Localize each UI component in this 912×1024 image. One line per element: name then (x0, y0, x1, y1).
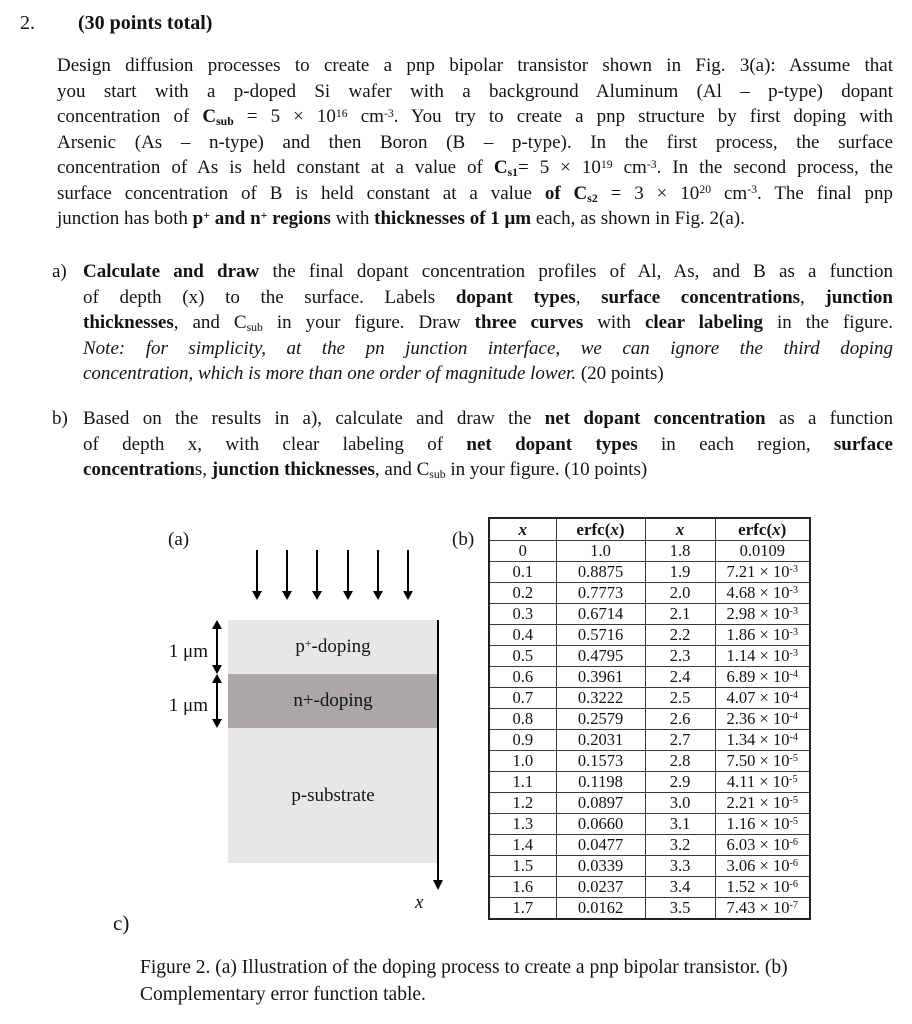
table-cell: 3.4 (645, 877, 715, 898)
text-line: thicknesses, and $C_{sub}$ in your figure. Draw three curves with clear labeling in the figure. (83, 312, 894, 335)
table-row (489, 625, 810, 646)
table-cell: 1.8 (645, 541, 715, 562)
table-cell: $4.07 \times 10^{-4}$ (715, 688, 810, 709)
text-line: of depth (x) to the surface. Labels dopant types, surface concentrations, junction (83, 286, 893, 308)
x-axis-label: x (415, 892, 424, 913)
table-cell: 0.7773 (556, 583, 645, 604)
table-row (489, 772, 810, 793)
table-cell: 2.3 (645, 646, 715, 667)
n-plus-layer (228, 674, 438, 728)
table-cell: 2.5 (645, 688, 715, 709)
table-cell: $4.68 \times 10^{-3}$ (715, 583, 810, 604)
table-cell: 2.7 (645, 730, 715, 751)
table-cell: 2.6 (645, 709, 715, 730)
table-cell: 3.3 (645, 856, 715, 877)
table-cell: 0.3222 (556, 688, 645, 709)
text-line: Arsenic (As – n-type) and then Boron (B – p-type). In the first process, the surface (57, 131, 893, 153)
table-cell: 2.2 (645, 625, 715, 646)
figure-2 (0, 515, 912, 975)
table-cell: 3.2 (645, 835, 715, 856)
table-cell: 2.0 (645, 583, 715, 604)
part-b-label: b) (52, 408, 68, 429)
table-cell: 0.4 (489, 625, 556, 646)
dopant-flux-down-arrow-icon (343, 550, 353, 600)
table-cell: 0.8 (489, 709, 556, 730)
dopant-flux-down-arrow-icon (373, 550, 383, 600)
table-cell: $2.98 \times 10^{-3}$ (715, 604, 810, 625)
p-substrate-label: p-substrate (291, 784, 375, 806)
table-cell: 0.2579 (556, 709, 645, 730)
p-plus-layer-label: p+-doping (295, 636, 371, 657)
table-cell: 0.0237 (556, 877, 645, 898)
part-b-text (83, 406, 893, 483)
table-cell: 3.1 (645, 814, 715, 835)
dopant-flux-down-arrow-icon (403, 550, 413, 600)
table-row (489, 877, 810, 898)
table-row (489, 751, 810, 772)
table-row (489, 541, 810, 562)
table-row (489, 688, 810, 709)
table-cell: 3.5 (645, 898, 715, 920)
table-cell: $4.11 \times 10^{-5}$ (715, 772, 810, 793)
table-cell: 0.2031 (556, 730, 645, 751)
dimension-label-1um: 1 μm (168, 695, 208, 716)
table-cell: 0.1573 (556, 751, 645, 772)
table-cell: 0.5 (489, 646, 556, 667)
dimension-arrow-icon (212, 674, 222, 728)
table-cell: 1.5 (489, 856, 556, 877)
table-cell: 0.0897 (556, 793, 645, 814)
x-axis-line (433, 620, 443, 890)
table-header-cell: x (645, 518, 715, 541)
table-row (489, 814, 810, 835)
caption-line: Figure 2. (a) Illustration of the doping process to create a pnp bipolar transistor. (b) (140, 957, 788, 978)
table-row (489, 604, 810, 625)
table-row (489, 898, 810, 920)
table-cell: 0.6 (489, 667, 556, 688)
table-cell: 0.8875 (556, 562, 645, 583)
text-line: Design diffusion processes to create a pnp bipolar transistor shown in Fig. 3(a): Assume that (57, 55, 893, 76)
text-line: of depth x, with clear labeling of net dopant types in each region, surface (83, 433, 893, 455)
table-row (489, 646, 810, 667)
table-cell: 0.3961 (556, 667, 645, 688)
part-a (52, 259, 893, 387)
table-cell: 1.1 (489, 772, 556, 793)
table-cell: $7.50 \times 10^{-5}$ (715, 751, 810, 772)
table-cell: $1.14 \times 10^{-3}$ (715, 646, 810, 667)
table-header-cell: erfc(x) (556, 518, 645, 541)
table-row (489, 835, 810, 856)
table-row (489, 709, 810, 730)
table-cell: $6.89 \times 10^{-4}$ (715, 667, 810, 688)
table-cell: $1.16 \times 10^{-5}$ (715, 814, 810, 835)
table-cell: 0.1198 (556, 772, 645, 793)
table-cell: 0.0162 (556, 898, 645, 920)
intro-paragraph (57, 53, 893, 232)
table-cell: 2.8 (645, 751, 715, 772)
table-row (489, 583, 810, 604)
part-a-label: a) (52, 261, 67, 282)
table-cell: $7.43 \times 10^{-7}$ (715, 898, 810, 920)
table-cell: 0.0660 (556, 814, 645, 835)
table-cell: $1.52 \times 10^{-6}$ (715, 877, 810, 898)
table-cell: 1.9 (645, 562, 715, 583)
caption-line: Complementary error function table. (140, 984, 426, 1005)
table-row (489, 730, 810, 751)
text-line: Based on the results in a), calculate and draw the net dopant concentration as a function (83, 408, 893, 429)
table-cell: 0.0109 (715, 541, 810, 562)
part-a-text (83, 259, 893, 387)
table-cell: 2.1 (645, 604, 715, 625)
table-cell: 1.6 (489, 877, 556, 898)
erfc-table-header-row (489, 518, 810, 541)
table-cell: 0.9 (489, 730, 556, 751)
text-line: Calculate and draw the final dopant concentration profiles of Al, As, and B as a function (83, 261, 893, 282)
n-plus-layer-label: n+-doping (293, 690, 373, 711)
table-row (489, 856, 810, 877)
text-line: junction has both p+ and n+ regions with thicknesses of 1 μm each, as shown in Fig. 2(a). (57, 208, 745, 229)
table-cell: 1.4 (489, 835, 556, 856)
points-total: (30 points total) (78, 12, 213, 34)
table-cell: 1.2 (489, 793, 556, 814)
p-substrate-layer (228, 728, 438, 863)
table-cell: $3.06 \times 10^{-6}$ (715, 856, 810, 877)
text-line: Note: for simplicity, at the pn junction interface, we can ignore the third doping (83, 337, 893, 359)
table-cell: $7.21 \times 10^{-3}$ (715, 562, 810, 583)
table-cell: 1.7 (489, 898, 556, 920)
problem-number: 2. (20, 12, 35, 34)
table-cell: $1.34 \times 10^{-4}$ (715, 730, 810, 751)
wafer-stack-diagram (228, 620, 438, 863)
table-cell: 0.4795 (556, 646, 645, 667)
table-row (489, 562, 810, 583)
text-line: concentration of As is held constant at a value of $C_{s1}= 5 \times 10^{19}$ $cm^{-3}$. In the second process, the (57, 157, 893, 180)
table-cell: 1.3 (489, 814, 556, 835)
dimension-arrow-icon (212, 620, 222, 674)
figure-caption (140, 954, 830, 1008)
table-cell: 3.0 (645, 793, 715, 814)
text-line: surface concentration of B is held constant at a value of $C_{s2} = 3 \times 10^{20}$ $cm^{-3}$. The final pnp (57, 182, 893, 205)
table-cell: 0 (489, 541, 556, 562)
table-header-cell: erfc(x) (715, 518, 810, 541)
table-cell: $2.36 \times 10^{-4}$ (715, 709, 810, 730)
figure-label-a: (a) (168, 529, 190, 550)
table-cell: 0.7 (489, 688, 556, 709)
p-plus-layer (228, 620, 438, 674)
text-line: concentrations, junction thicknesses, and $C_{sub}$ in your figure. (10 points) (83, 459, 648, 482)
table-cell: $1.86 \times 10^{-3}$ (715, 625, 810, 646)
table-cell: $2.21 \times 10^{-5}$ (715, 793, 810, 814)
text-line: you start with a p-doped Si wafer with a background Aluminum (Al – p-type) dopant (57, 80, 893, 102)
table-cell: 0.0477 (556, 835, 645, 856)
text-line: concentration of $C_{sub} = 5 \times 10^{16}$ $cm^{-3}$. You try to create a pnp structure by first doping with (57, 106, 894, 129)
table-cell: 0.1 (489, 562, 556, 583)
text-line: concentration, which is more than one order of magnitude lower. (20 points) (83, 363, 664, 384)
table-header-cell: x (489, 518, 556, 541)
erfc-table (488, 517, 811, 920)
dimension-label-1um: 1 μm (168, 641, 208, 662)
table-row (489, 667, 810, 688)
table-cell: 1.0 (489, 751, 556, 772)
table-cell: 1.0 (556, 541, 645, 562)
table-cell: 0.6714 (556, 604, 645, 625)
figure-label-c: c) (113, 911, 130, 935)
dopant-flux-down-arrow-icon (252, 550, 262, 600)
table-row (489, 793, 810, 814)
table-cell: 2.4 (645, 667, 715, 688)
table-cell: $6.03 \times 10^{-6}$ (715, 835, 810, 856)
erfc-table-container (488, 517, 811, 920)
table-cell: 0.3 (489, 604, 556, 625)
dopant-flux-down-arrow-icon (282, 550, 292, 600)
part-b (52, 406, 893, 483)
dopant-flux-down-arrow-icon (312, 550, 322, 600)
table-cell: 0.5716 (556, 625, 645, 646)
table-cell: 0.0339 (556, 856, 645, 877)
table-cell: 2.9 (645, 772, 715, 793)
figure-label-b: (b) (452, 529, 475, 550)
table-cell: 0.2 (489, 583, 556, 604)
